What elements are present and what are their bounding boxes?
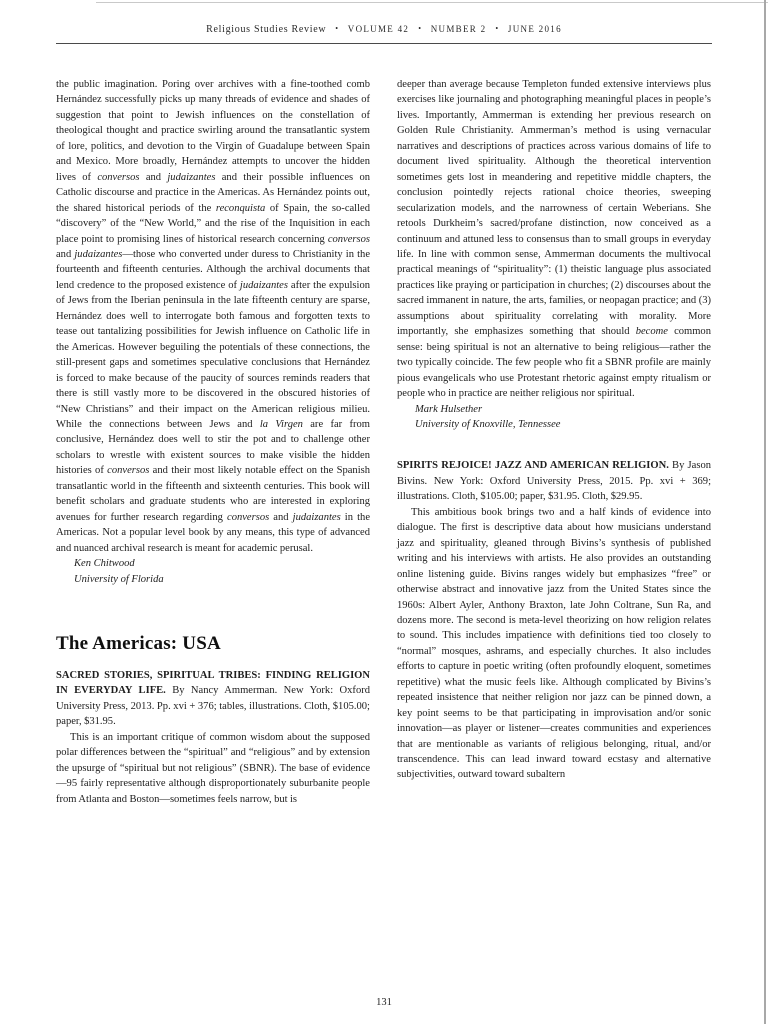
issue-date-label: JUNE 2016 (507, 24, 562, 34)
bullet-separator: • (495, 24, 499, 33)
book-review-spirits-rejoice (397, 458, 711, 783)
journal-title: Religious Studies Review (206, 24, 327, 35)
reviewer-affiliation: University of Florida (74, 573, 164, 585)
book-title: SPIRITS REJOICE! JAZZ AND AMERICAN RELIGION. (397, 460, 669, 472)
reviewer-affiliation: University of Knoxville, Tennessee (415, 418, 561, 430)
reviewer-name: Ken Chitwood (74, 558, 135, 570)
reviewer-signature (56, 556, 370, 587)
review-continuation-paragraph: the public imagination. Poring over archives with a fine-toothed comb Hernández successfully picks up many threads of evidence and shades of suggestion that point to Jewish influences on the constellation of theological thought and practice swirling around the transatlantic system of lore, politics, and devotion to the Virgin of Guadalupe between Spain and Mexico. More broadly, Hernández attempts to uncover the hidden lives of conversos and judaizantes and their possible influences on Catholic discourse and practice in the Americas. As Hernández points out, the shared historical periods of the reconquista of Spain, the so-called “discovery” of the “New World,” and the rise of the Inquisition in each place point to promising lines of historical research concerning conversos and judaizantes—those who converted under duress to Christianity in the fourteenth and fifteenth centuries. Although the archival documents that lend credence to the proposed existence of judaizantes after the expulsion of Jews from the Iberian peninsula in the late fifteenth century are sparse, Hernández does well to interrogate both famous and forgotten texts to tease out tantalizing possibilities for Jewish influence on Catholic life in the Americas. However beguiling the potentials of these connections, the still-present gaps and sometimes speculative conclusions that Hernández is forced to make because of the paucity of sources reminds readers that there is still vastly more to be discovered in the obscured histories of “New Christians” and their impact on the American religious milieu. While the connections between Jews and la Virgen are far from conclusive, Hernández does well to stir the pot and to challenge other scholars to wrestle with existent sources to make visible the hidden histories of conversos and their most likely notable effect on the Spanish transatlantic world in the fifteenth and sixteenth centuries. This book will benefit scholars and graduate students who are interested in exploring avenues for further research regarding conversos and judaizantes in the Americas. Not a popular level book by any means, this type of advanced and nuanced archival research is meant for academic perusal. (56, 79, 371, 554)
reviewer-name: Mark Hulsether (415, 403, 483, 415)
reviewer-signature (397, 402, 711, 433)
right-column (397, 77, 711, 807)
left-column (56, 77, 370, 807)
page-number: 131 (376, 997, 392, 1008)
section-heading-americas-usa: The Americas: USA (56, 632, 221, 654)
review-body-paragraph: This is an important critique of common wisdom about the supposed polar differences between the “spiritual” and “religious” and by extension the upsurge of “spiritual but not religious” (SBNR). The base of evidence—95 fairly representative although disproportionately suburbanite people from Atlanta and Boston—sometimes feels narrow, but is (56, 731, 370, 805)
volume-label: VOLUME 42 (347, 24, 410, 34)
review-body-paragraph: This ambitious book brings two and a half kinds of evidence into dialogue. The first is descriptive data about how musicians understand jazz and spirituality, gleaned through Bivins’s synthesis of published writing and his interviews with artists. He also provides an outstanding online listening guide. Bivins ranges widely but emphasizes “free” or otherwise abstract and innovative jazz from the United States since the 1960s: Albert Ayler, Anthony Braxton, late John Coltrane, Sun Ra, and dozens more. The second is meta-level theorizing on how religion relates to sound. This includes impatience with definitions tied too closely to “normal” mosques, ashrams, and especially churches. It also includes efforts to capture in poetic writing (often profoundly eloquent, sometimes repetitive) what the music feels like. Although complicated by Bivins’s repeated insistence that neither religion nor jazz can be pinned down, a key point seems to be that participating in improvisation and/or sonic innovation—as player or listener—creates communities and experiences that are mentionable as variants of religious belonging, ritual, and/or transcendence. This can lead inward toward ecstasy and alternative subjectivities, outward toward subaltern (397, 506, 711, 781)
scan-edge-right (764, 0, 766, 1024)
review-continuation-paragraph: deeper than average because Templeton funded extensive interviews plus exercises like journaling and photographing meaningful places in people’s lives. Importantly, Ammerman is extending her previous research on Golden Rule Christianity. Ammerman’s method is using vernacular narratives and descriptions of practices across various domains of life to document lived spirituality. Although the theoretical intervention sometimes gets lost in meandering and repetitive middle chapters, the conclusion pointedly rejects rational choice theories, sweeping secularization models, and the narrowness of certain Weberians. She retools Durkheim’s sacred/profane distinction, now conceived as a continuum and attuned less to consensus than to small groups in everyday life. In line with common sense, Ammerman documents the multivocal practical meanings of “spirituality”: (1) theistic language plus associated practices like praying or participation in churches; (2) discourses about the sacred immanent in nature, the arts, families, or neopagan practice; and (3) assumptions about spirituality correlating with morality. More importantly, she emphasizes something that should become common sense: being spiritual is not an alternative to being religious—rather the two typically coincide. The few people who fit a SBNR profile are mainly pious evangelicals who use Protestant rhetoric against empty ritualism or people who in practice are neither religious nor spiritual. (397, 79, 711, 400)
running-header (0, 24, 768, 35)
number-label: NUMBER 2 (430, 24, 487, 34)
book-review-heading (397, 458, 711, 504)
two-column-body (0, 77, 768, 807)
book-review-sacred-stories (56, 668, 370, 807)
book-citation: By Nancy Ammerman. New York: Oxford University Press, 2013. Pp. xvi + 376; tables, illustrations. Cloth, $105.00; paper, $31.95. (56, 685, 370, 728)
book-citation: By Jason Bivins. New York: Oxford University Press, 2015. Pp. xvi + 369; illustrations. Cloth, $105.00; paper, $31.95. Cloth, $29.95. (397, 460, 711, 503)
header-rule (56, 43, 712, 44)
bullet-separator: • (335, 24, 339, 33)
book-review-heading (56, 668, 370, 730)
bullet-separator: • (418, 24, 422, 33)
scan-edge-top (96, 2, 768, 3)
book-title: SACRED STORIES, SPIRITUAL TRIBES: FINDING RELIGION IN EVERYDAY LIFE. (56, 669, 370, 697)
